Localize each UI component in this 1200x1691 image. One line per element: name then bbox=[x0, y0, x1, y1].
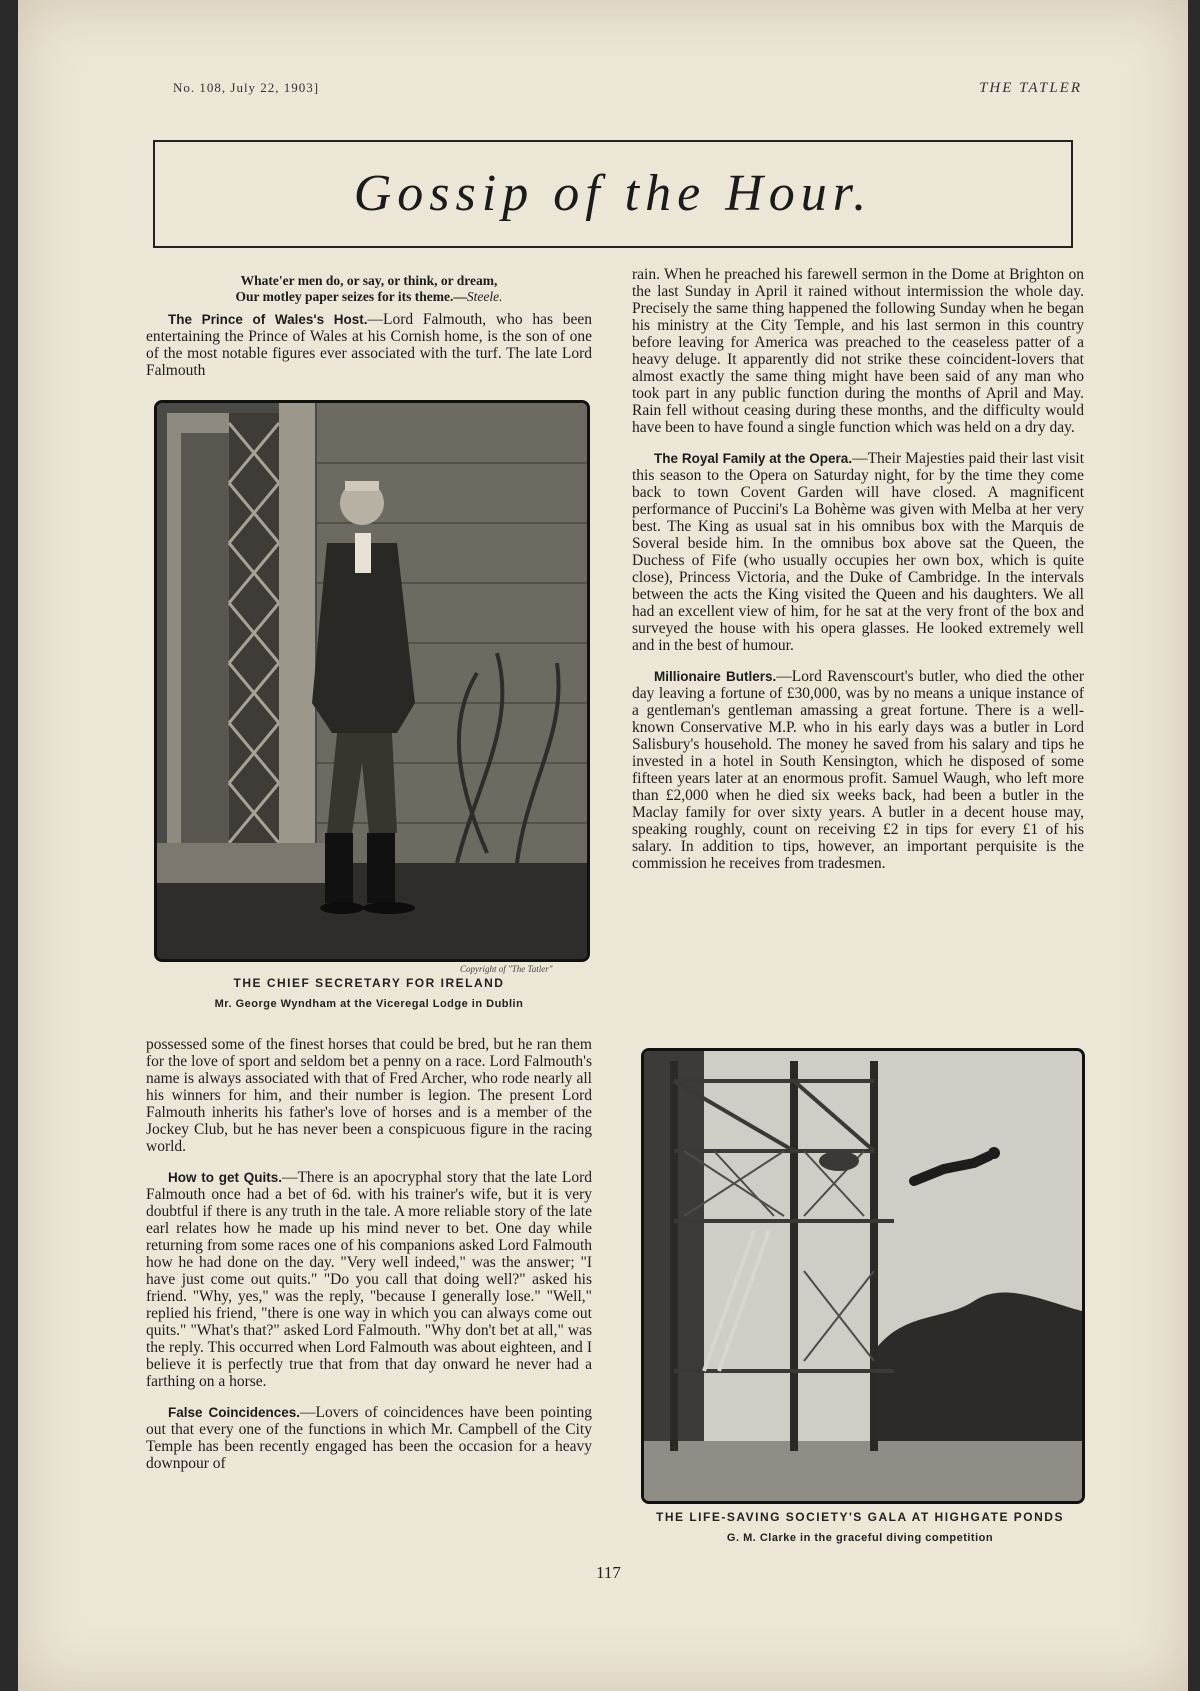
article-how-to-get-quits bbox=[146, 1169, 592, 1390]
article-text: —There is an apocryphal story that the late Lord Falmouth once had a bet of 6d. with his trainer's wife, but it is very doubtful if there is any truth in the tale. A more reliable story of the late earl relates how he made up his mind never to bet. One day while returning from some races one of his companions asked Lord Falmouth how he had done on the day. "Very well indeed," was the answer; "I have just come out quits." "Do you call that doing well?" asked his friend. "Why, yes," was the reply, "because I generally lose." "Well," replied his friend, "there is one way in which you can always come out quits." "What's that?" asked Lord Falmouth. "Why don't bet at all," was the reply. This occurred when Lord Falmouth was about eighteen, and I believe it is perfectly true that from that day onward he never had a farthing on a horse. bbox=[146, 1169, 592, 1390]
photo-diving-gala bbox=[641, 1048, 1085, 1504]
left-column-top bbox=[146, 273, 592, 393]
photo2-subcaption: G. M. Clarke in the graceful diving competition bbox=[726, 1532, 994, 1544]
article-lead: False Coincidences. bbox=[168, 1405, 300, 1420]
photo-wyndham-image bbox=[157, 403, 587, 959]
article-prince-of-wales-cont: possessed some of the finest horses that could be bred, but he ran them for the love of sport and seldom bet a penny on a race. Lord Falmouth's name is always associated with that of Fred Archer, who rode nearly all his winners for him, and their number is legion. The present Lord Falmouth inherits his father's love of horses and is a member of the Jockey Club, but he has never been a conspicuous figure in the racing world. bbox=[146, 1036, 592, 1155]
epigraph-author: Steele. bbox=[466, 289, 503, 304]
article-false-coincidences bbox=[146, 1404, 592, 1472]
photo2-caption-block bbox=[641, 1510, 1079, 1544]
photo1-caption-block bbox=[154, 976, 584, 1010]
page-number: 117 bbox=[596, 1563, 621, 1582]
epigraph-line-2: Our motley paper seizes for its theme.— bbox=[235, 289, 467, 304]
epigraph-line-1: Whate'er men do, or say, or think, or dream, bbox=[240, 273, 498, 288]
photo2-caption: THE LIFE-SAVING SOCIETY'S GALA AT HIGHGATE PONDS bbox=[656, 1510, 1064, 1524]
right-column bbox=[632, 266, 1084, 886]
article-text: —Lovers of coincidences have been pointing out that every one of the functions in which Mr. Campbell of the City Temple has been recently engaged has been the occasion for a heavy downpour of bbox=[146, 1404, 592, 1472]
photo-copyright: Copyright of "The Tatler" bbox=[460, 964, 553, 974]
article-lead: The Royal Family at the Opera. bbox=[654, 451, 853, 466]
article-false-coincidences-cont: rain. When he preached his farewell sermon in the Dome at Brighton on the last Sunday in April it rained without intermission the whole day. Precisely the same thing happened the following Sunday when he began his ministry at the City Temple, and his last sermon in this country before leaving for America was preached to the ceaseless patter of a heavy deluge. It apparently did not strike these coincident-lovers that almost exactly the same thing might have been said of any man who took part in any public function during the months of April and May. Rain fell without ceasing during these months, and the difficulty would have been to have found a single function which was held on a dry day. bbox=[632, 266, 1084, 436]
article-royal-family-opera bbox=[632, 450, 1084, 654]
photo1-subcaption: Mr. George Wyndham at the Viceregal Lodge in Dublin bbox=[214, 998, 524, 1010]
article-lead: Millionaire Butlers. bbox=[654, 669, 777, 684]
issue-line: No. 108, July 22, 1903] bbox=[173, 80, 320, 95]
epigraph bbox=[146, 273, 592, 305]
magazine-name: THE TATLER bbox=[979, 80, 1082, 96]
article-lead: How to get Quits. bbox=[168, 1170, 282, 1185]
article-text: —Their Majesties paid their last visit this season to the Opera on Saturday night, for by the time they come back to town Covent Garden will have closed. A magnificent performance of Puccini's La Bohème was given with Melba at her very best. The King as usual sat in his omnibus box with the Marquis de Soveral beside him. In the omnibus box above sat the Queen, the Duchess of Fife (who usually occupies her own box, which is quite close), Princess Victoria, and the Duke of Cambridge. In the intervals between the acts the King visited the Queen and his daughters. We all had an excellent view of him, for he sat at the very front of the box and surveyed the house with his opera glasses. He looked extremely well and in the best of humour. bbox=[632, 450, 1084, 654]
article-text: —Lord Ravenscourt's butler, who died the other day leaving a fortune of £30,000, was by no means a unique instance of a gentleman's gentleman amassing a great fortune. There is a well-known Conservative M.P. who in his early days was a butler in Lord Salisbury's household. The money he saved from his salary and tips he invested in a hotel in South Kensington, which he disposed of some fifteen years later at an enormous profit. Samuel Waugh, who left more than £2,000 when he died six weeks back, had been a butler in the Maclay family for over sixty years. A butler in a decent house may, speaking roughly, count on receiving £2 in tips for every £1 of his salary. In addition to tips, however, an important perquisite is the commission he receives from tradesmen. bbox=[632, 668, 1084, 872]
article-millionaire-butlers bbox=[632, 668, 1084, 872]
title-frame bbox=[153, 140, 1073, 248]
article-lead: The Prince of Wales's Host. bbox=[168, 312, 368, 327]
article-text: —Lord Falmouth, who has been entertaining the Prince of Wales at his Cornish home, is the son of one of the most notable figures ever associated with the turf. The late Lord Falmouth bbox=[146, 311, 592, 379]
article-prince-of-wales bbox=[146, 311, 592, 379]
photo1-caption: THE CHIEF SECRETARY FOR IRELAND bbox=[233, 976, 505, 990]
photo-diving-image bbox=[644, 1051, 1082, 1501]
left-column-bottom bbox=[146, 1036, 592, 1486]
page-title: Gossip of the Hour. bbox=[353, 165, 873, 222]
photo-chief-secretary bbox=[154, 400, 590, 962]
